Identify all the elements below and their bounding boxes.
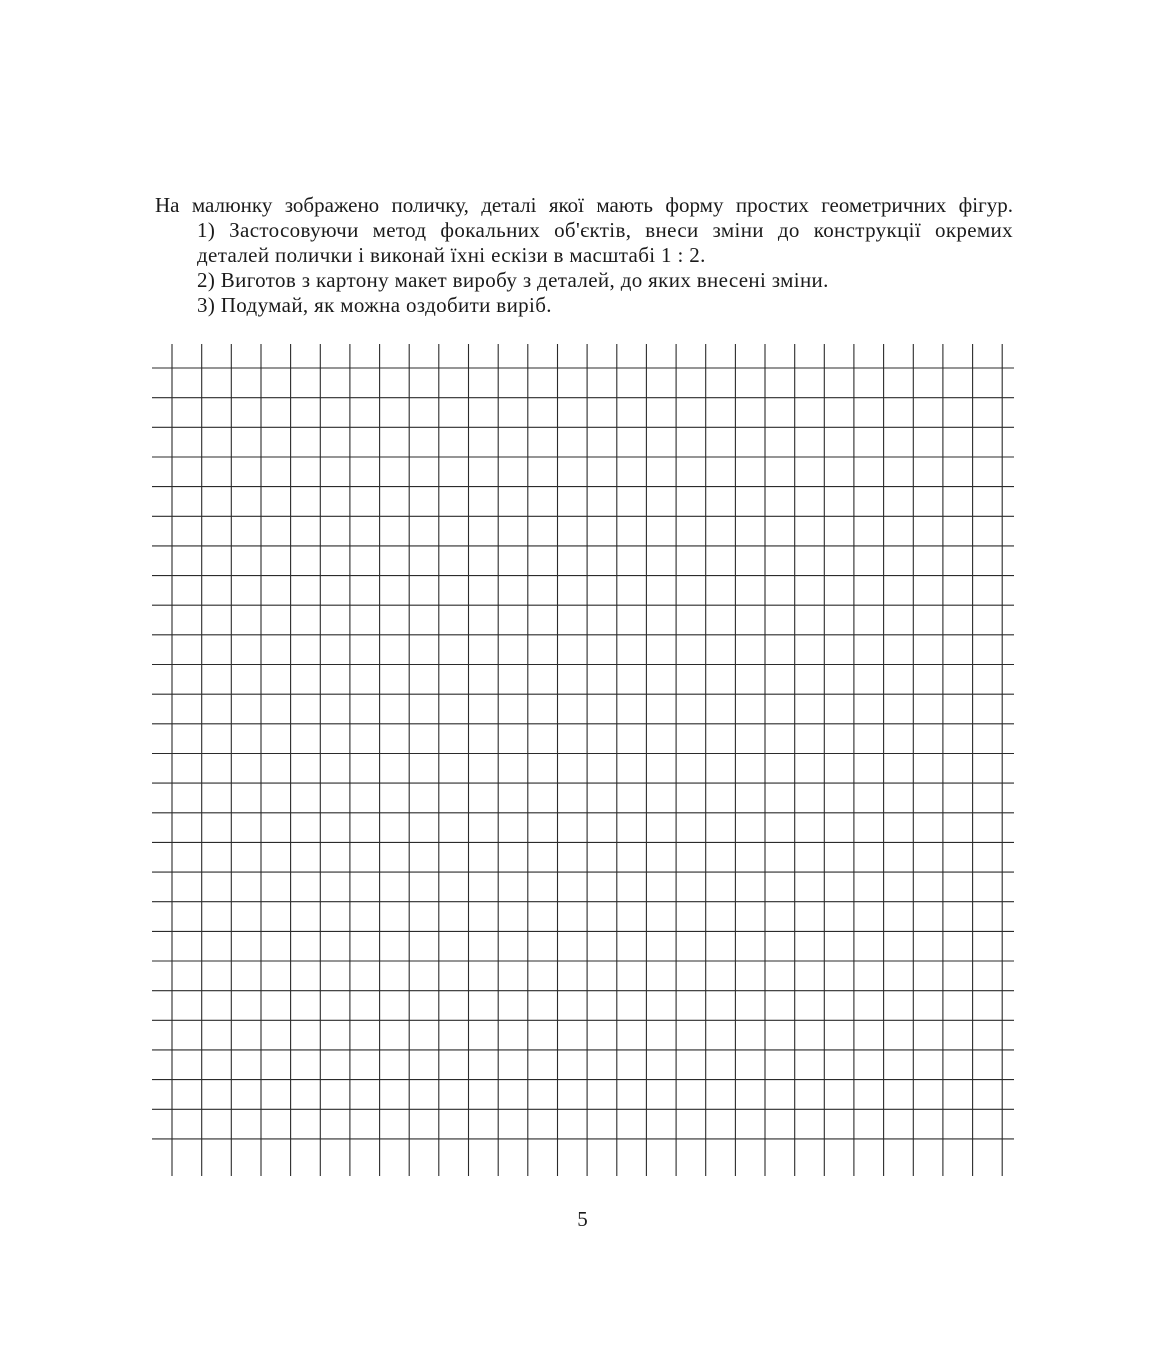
page-number: 5 xyxy=(577,1207,588,1231)
task-intro-text: На малюнку зображено поличку, деталі якої мають форму простих геометричних фігур. xyxy=(155,193,1013,217)
task-step-3: 3) Подумай, як можна оздобити виріб. xyxy=(197,293,552,317)
task-step-1: 1) Застосовуючи метод фокальних об'єктів, внеси зміни до конструкції окремих деталей полички і виконай їхні ескізи в масштабі 1 : 2. xyxy=(197,218,1013,267)
task-instructions xyxy=(155,193,1013,318)
task-step-2: 2) Виготов з картону макет виробу з деталей, до яких внесені зміни. xyxy=(197,268,829,292)
sketch-grid[interactable] xyxy=(152,344,1014,1176)
sketch-grid-area[interactable] xyxy=(152,344,1014,1176)
